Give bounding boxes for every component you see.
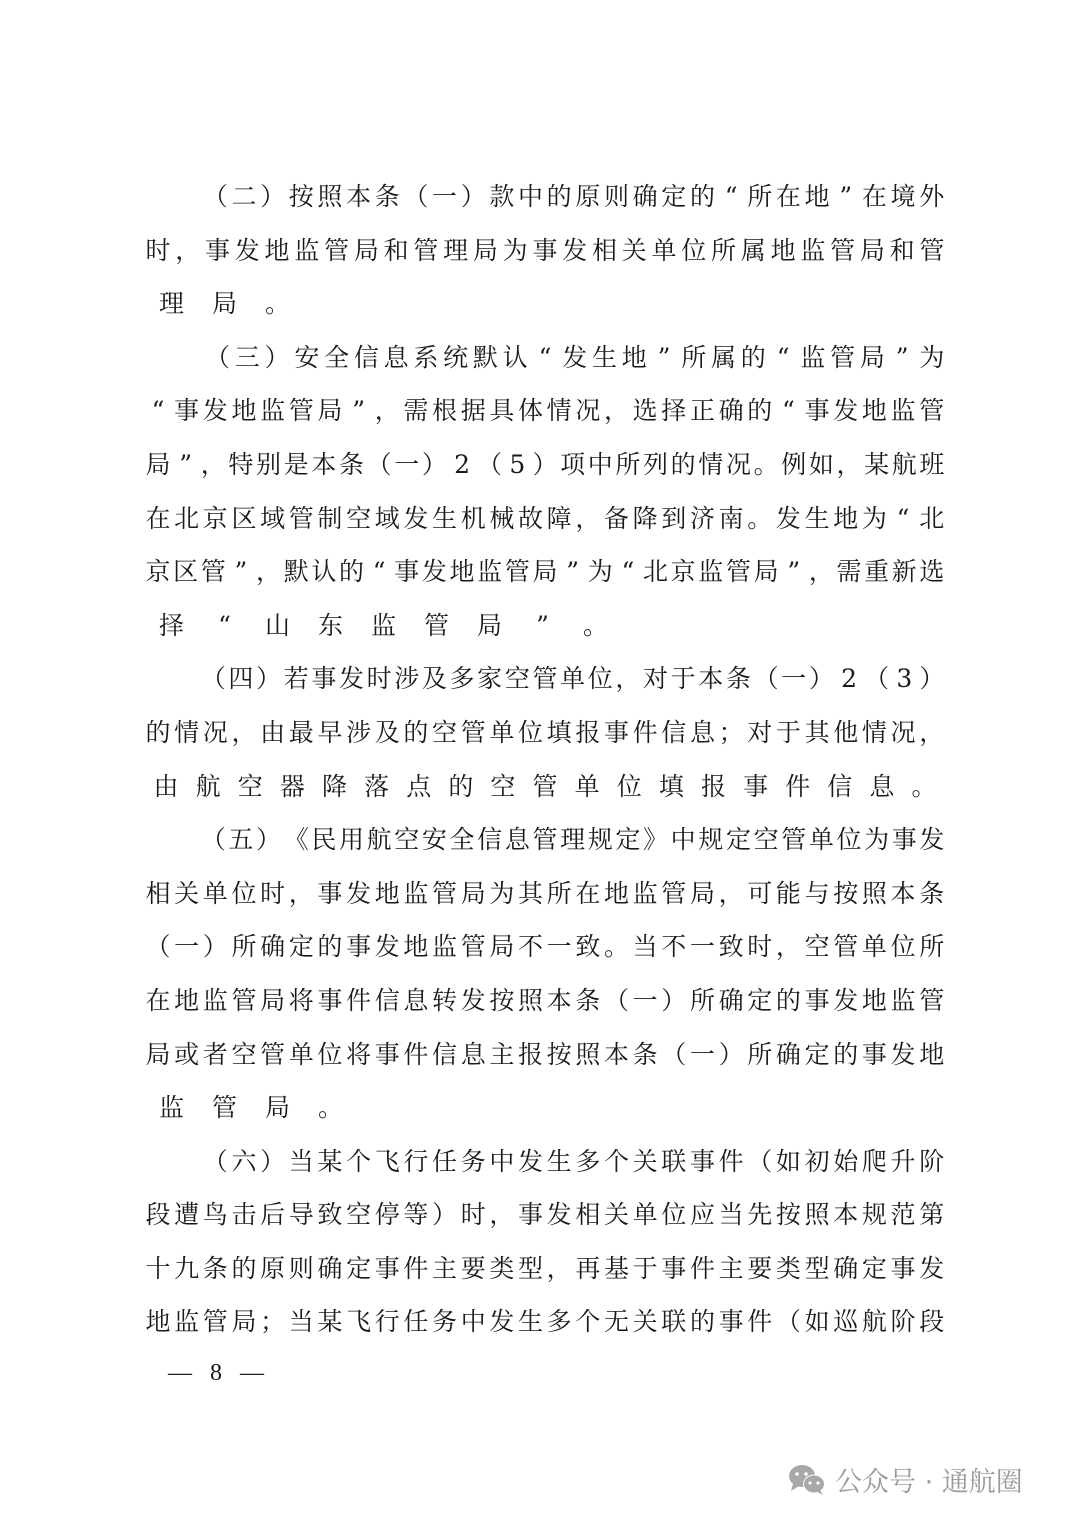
wechat-icon (787, 1464, 827, 1496)
text-line: 相 关 单 位 时 ， 事 发 地 监 管 局 为 其 所 在 地 监 管 局 ， 可 能 与 按 照 本 条 (145, 878, 945, 908)
text-line: 地 监 管 局 ； 当 某 飞 行 任 务 中 发 生 多 个 无 关 联 的 事 件 （ 如 巡 航 阶 段 (145, 1307, 945, 1337)
text-line: 京 区 管 ” ， 默 认 的 “ 事 发 地 监 管 局 ” 为 “ 北 京 监 管 局 ” ， 需 重 新 选 (145, 557, 945, 587)
text-line: 的 情 况 ， 由 最 早 涉 及 的 空 管 单 位 填 报 事 件 信 息 ； 对 于 其 他 情 况 ， (145, 717, 945, 747)
text-line: （ 六 ） 当 某 个 飞 行 任 务 中 发 生 多 个 关 联 事 件 （ 如 初 始 爬 升 阶 (202, 1146, 945, 1176)
text-line: 在 地 监 管 局 将 事 件 信 息 转 发 按 照 本 条 （ 一 ） 所 确 定 的 事 发 地 监 管 (145, 985, 945, 1015)
text-line: 时 ， 事 发 地 监 管 局 和 管 理 局 为 事 发 相 关 单 位 所 属 地 监 管 局 和 管 (145, 235, 945, 265)
text-line: 择 “ 山 东 监 管 局 ” 。 (158, 610, 608, 640)
text-line: 局 ” ， 特 别 是 本 条 （ 一 ） 2 （ 5 ） 项 中 所 列 的 情 况 。 例 如 ， 某 航 班 (145, 449, 945, 479)
page-number: — 8 — (168, 1360, 270, 1386)
text-line: （ 一 ） 所 确 定 的 事 发 地 监 管 局 不 一 致 。 当 不 一 致 时 ， 空 管 单 位 所 (145, 932, 945, 962)
text-line: 在 北 京 区 域 管 制 空 域 发 生 机 械 故 障 ， 备 降 到 济 南 。 发 生 地 为 “ 北 (145, 503, 945, 533)
text-line: 监 管 局 。 (158, 1093, 343, 1123)
text-line: （ 二 ） 按 照 本 条 （ 一 ） 款 中 的 原 则 确 定 的 “ 所 在 地 ” 在 境 外 (202, 182, 945, 211)
text-line: “ 事 发 地 监 管 局 ” ， 需 根 据 具 体 情 况 ， 选 择 正 确 的 “ 事 发 地 监 管 (151, 396, 945, 426)
watermark (787, 1460, 1023, 1499)
watermark-text: 公众号 · 通航圈 (835, 1467, 1023, 1498)
text-line: 由 航 空 器 降 落 点 的 空 管 单 位 填 报 事 件 信 息 。 (153, 771, 937, 801)
text-line: （ 五 ） 《 民 用 航 空 安 全 信 息 管 理 规 定 》 中 规 定 空 管 单 位 为 事 发 (200, 825, 945, 855)
text-line: （ 三 ） 安 全 信 息 系 统 默 认 “ 发 生 地 ” 所 属 的 “ 监 管 局 ” 为 (205, 342, 945, 372)
text-line: 十 九 条 的 原 则 确 定 事 件 主 要 类 型 ， 再 基 于 事 件 主 要 类 型 确 定 事 发 (145, 1253, 945, 1283)
text-line: （ 四 ） 若 事 发 时 涉 及 多 家 空 管 单 位 ， 对 于 本 条 （ 一 ） 2 （ 3 ） (200, 664, 945, 694)
text-line: 段 遭 鸟 击 后 导 致 空 停 等 ） 时 ， 事 发 相 关 单 位 应 当 先 按 照 本 规 范 第 (145, 1200, 945, 1230)
document-body (145, 170, 945, 1349)
text-line: 局 或 者 空 管 单 位 将 事 件 信 息 主 报 按 照 本 条 （ 一 ） 所 确 定 的 事 发 地 (145, 1039, 945, 1069)
text-line: 理 局 。 (158, 289, 290, 319)
